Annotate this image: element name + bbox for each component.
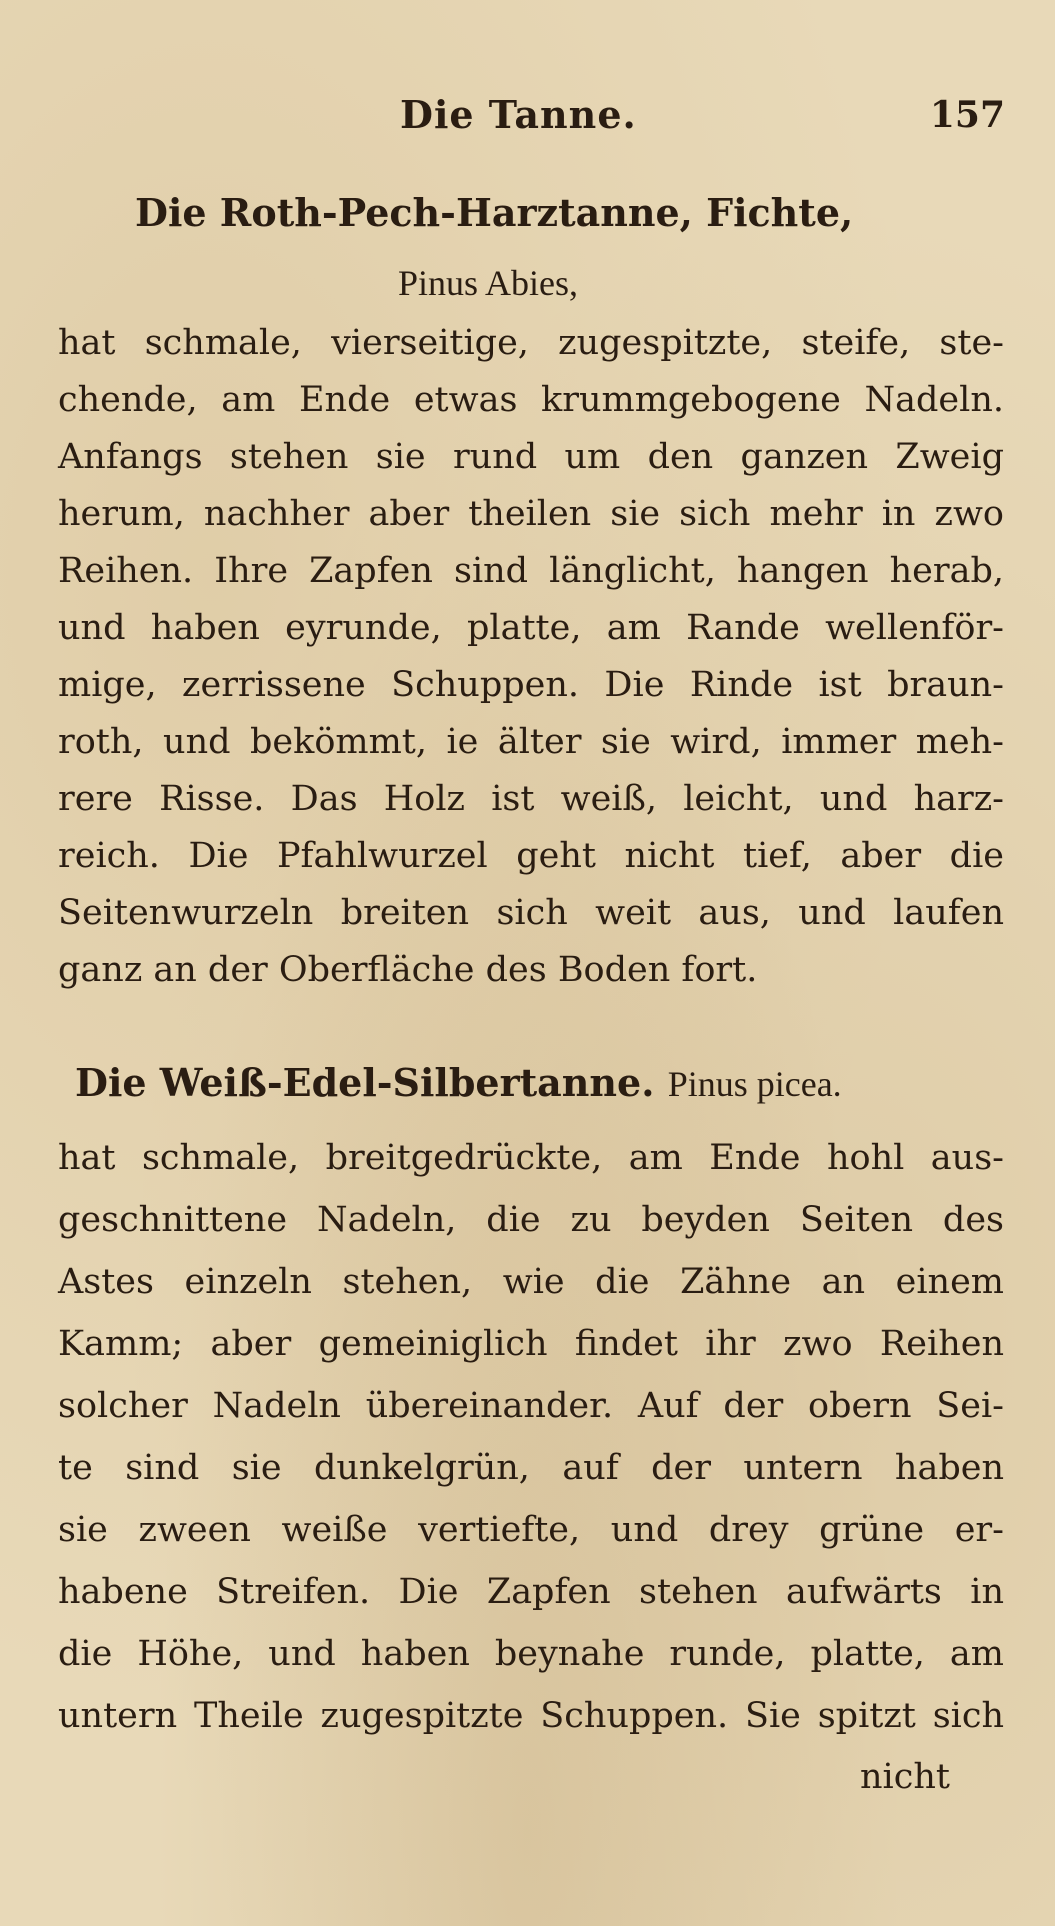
section1-heading: Die Roth-Pech-Harztanne, Fichte, bbox=[135, 190, 854, 235]
text-line: ganz an der Oberfläche des Boden fort. bbox=[58, 950, 758, 990]
text-line: Kamm; aber gemeiniglich findet ihr zwo Reihen bbox=[58, 1324, 1004, 1364]
text-line: solcher Nadeln übereinander. Auf der obern Sei- bbox=[58, 1386, 1004, 1426]
text-line: sie zween weiße vertiefte, und drey grüne er- bbox=[58, 1510, 1004, 1550]
text-line: habene Streifen. Die Zapfen stehen aufwärts in bbox=[58, 1572, 1004, 1612]
text-line: roth, und bekömmt, ie älter sie wird, immer meh- bbox=[58, 722, 1004, 762]
running-title: Die Tanne. bbox=[400, 92, 637, 137]
text-line: geschnittene Nadeln, die zu beyden Seiten des bbox=[58, 1200, 1004, 1240]
page-number: 157 bbox=[929, 94, 1005, 136]
section2-heading-text: Die Weiß-Edel-Silbertanne. bbox=[75, 1060, 655, 1105]
text-line: herum, nachher aber theilen sie sich mehr in zwo bbox=[58, 494, 1004, 534]
running-head bbox=[0, 92, 1055, 142]
text-line: hat schmale, breitgedrückte, am Ende hohl aus- bbox=[58, 1138, 1004, 1178]
text-line: rere Risse. Das Holz ist weiß, leicht, und harz- bbox=[58, 779, 1004, 819]
text-line: chende, am Ende etwas krummgebogene Nadeln. bbox=[58, 380, 1004, 420]
text-line: reich. Die Pfahlwurzel geht nicht tief, aber die bbox=[58, 836, 1004, 876]
text-line: die Höhe, und haben beynahe runde, platte, am bbox=[58, 1634, 1004, 1674]
section1-latin-name: Pinus Abies, bbox=[398, 263, 579, 303]
text-line: mige, zerrissene Schuppen. Die Rinde ist braun- bbox=[58, 665, 1004, 705]
text-line: und haben eyrunde, platte, am Rande wellenför- bbox=[58, 608, 1004, 648]
text-line: Reihen. Ihre Zapfen sind länglicht, hangen herab, bbox=[58, 551, 1004, 591]
catchword: nicht bbox=[860, 1757, 950, 1797]
text-line: hat schmale, vierseitige, zugespitzte, steife, ste- bbox=[58, 323, 1004, 363]
text-line: Anfangs stehen sie rund um den ganzen Zweig bbox=[58, 437, 1004, 477]
section2-heading bbox=[75, 1060, 842, 1105]
text-line: te sind sie dunkelgrün, auf der untern haben bbox=[58, 1448, 1004, 1488]
text-line: Seitenwurzeln breiten sich weit aus, und laufen bbox=[58, 893, 1004, 933]
section2-latin-name: Pinus picea. bbox=[667, 1064, 842, 1104]
text-line: Astes einzeln stehen, wie die Zähne an einem bbox=[58, 1262, 1004, 1302]
text-line: untern Theile zugespitzte Schuppen. Sie spitzt sich bbox=[58, 1696, 1004, 1736]
